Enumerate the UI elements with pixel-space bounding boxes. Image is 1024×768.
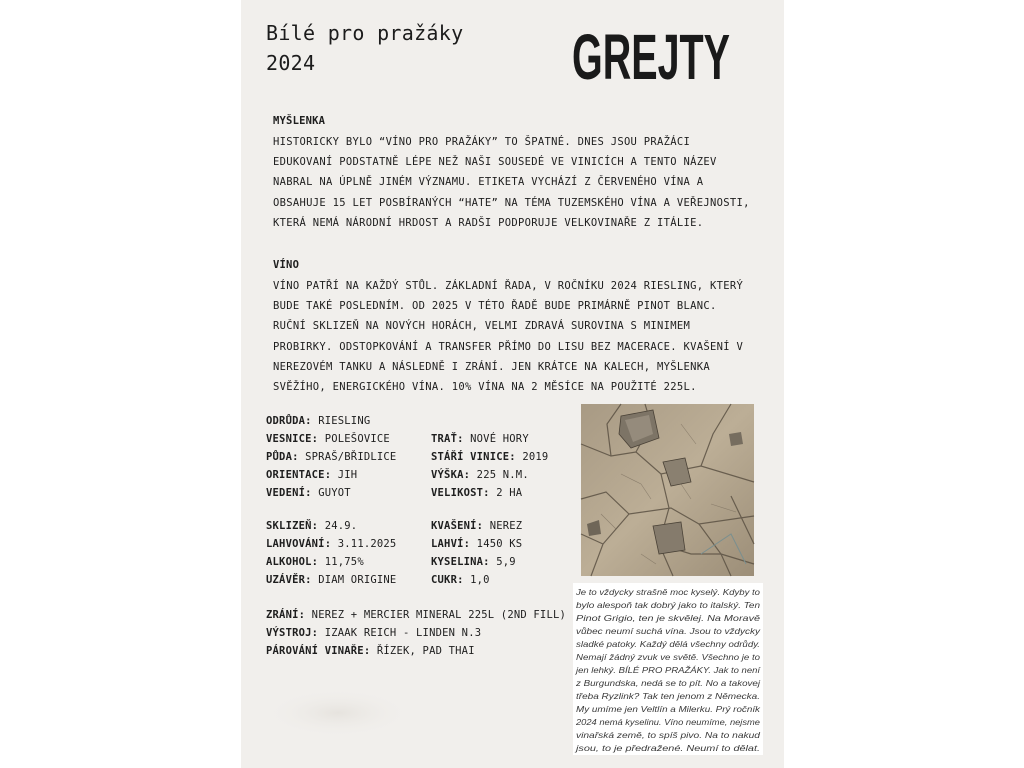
spec-vesnice: VESNICE: POLEŠOVICE (266, 433, 390, 445)
note-line: Pinot Grigio, ten je skvělej. Na Moravě (576, 613, 761, 623)
note-line: 2024 nemá kyselinu. Víno neumíme, nejsme (574, 717, 761, 727)
wine-sheet (241, 0, 784, 768)
spec-zrani: ZRÁNÍ: NEREZ + MERCIER MINERAL 225L (2ND FILL) (266, 609, 567, 621)
handwritten-note (573, 583, 763, 755)
note-line: jen lehký. BÍLÉ PRO PRAŽÁKY. Jak to není (574, 665, 761, 675)
title-line-2: 2024 (266, 51, 316, 75)
spec-vedeni: VEDENÍ: GUYOT (266, 487, 351, 499)
note-line: třeba Ryzlink? Tak ten jenom z Německa. (576, 691, 760, 701)
note-line: sladké patoky. Každý dělá všechny odrůdy. (576, 639, 760, 649)
spec-sklizen: SKLIZEŇ: 24.9. (266, 520, 358, 532)
spec-uzaver: UZÁVĚR: DIAM ORIGINE (266, 574, 397, 586)
spec-stari: STÁŘÍ VINICE: 2019 (431, 451, 549, 463)
spec-kvaseni: KVAŠENÍ: NEREZ (431, 520, 523, 532)
spec-lahvi: LAHVÍ: 1450 KS (431, 538, 523, 550)
brand-logo (571, 18, 731, 93)
spec-kyselina: KYSELINA: 5,9 (431, 556, 516, 568)
spec-parovani: PÁROVÁNÍ VINAŘE: ŘÍZEK, PAD THAI (266, 645, 475, 657)
wine-line: SVĚŽÍHO, ENERGICKÉHO VÍNA. 10% VÍNA NA 2 MĚSÍCE NA POUŽITÉ 225L. (273, 381, 697, 394)
idea-line: OBSAHUJE 15 LET POSBÍRANÝCH “HATE” NA TÉMA TUZEMSKÉHO VÍNA A VEŘEJNOSTI, (273, 196, 750, 209)
spec-cukr: CUKR: 1,0 (431, 574, 490, 586)
wine-line: RUČNÍ SKLIZEŇ NA NOVÝCH HORÁCH, VELMI ZDRAVÁ SUROVINA S MINIMEM (273, 320, 691, 333)
note-line: jsou, to je předražené. Neumí to dělat. (574, 743, 760, 753)
wine-line: NEREZOVÉM TANKU A NÁSLEDNĚ I ZRÁNÍ. JEN KRÁTCE NA KALECH, MYŠLENKA (273, 360, 711, 373)
idea-line: EDUKOVANÍ PODSTATNĚ LÉPE NEŽ NAŠI SOUSEDÉ VE VINICÍCH A TENTO NÁZEV (273, 156, 717, 169)
spec-alkohol: ALKOHOL: 11,75% (266, 556, 364, 568)
page-title (266, 18, 463, 78)
idea-line: NABRAL NA ÚPLNĚ JINÉM VÝZNAMU. ETIKETA VYCHÁZÍ Z ČERVENÉHO VÍNA A (273, 176, 704, 189)
wine-heading: VÍNO (273, 259, 300, 271)
cracked-soil-photo (581, 404, 754, 576)
wine-line: PROBIRKY. ODSTOPKOVÁNÍ A TRANSFER PŘÍMO DO LISU BEZ MACERACE. KVAŠENÍ V (273, 340, 744, 353)
note-line: Je to vždycky strašně moc kyselý. Kdyby to (574, 587, 761, 597)
idea-paragraph (273, 132, 753, 233)
spec-orientace: ORIENTACE: JIH (266, 469, 358, 481)
handwritten-note-text (573, 583, 763, 755)
spec-velikost: VELIKOST: 2 HA (431, 487, 523, 499)
spec-lahvovani: LAHVOVÁNÍ: 3.11.2025 (266, 538, 397, 550)
brand-text: GREJTY (572, 21, 730, 93)
note-line: bylo alespoň tak dobrý jako to italský. Ten (576, 600, 761, 610)
spec-trat: TRAŤ: NOVÉ HORY (431, 433, 529, 445)
spec-vyska: VÝŠKA: 225 N.M. (431, 469, 529, 481)
note-line: vinařská země, to spíš pivo. Na to nakud (576, 730, 761, 740)
idea-line: KTERÁ NEMÁ NÁRODNÍ HRDOST A RADŠI PODPORUJE VELKOVINAŘE Z ITÁLIE. (273, 216, 704, 229)
title-line-1: Bílé pro pražáky (266, 21, 464, 45)
wine-line: VÍNO PATŘÍ NA KAŽDÝ STŮL. ZÁKLADNÍ ŘADA, V ROČNÍKU 2024 RIESLING, KTERÝ (273, 280, 744, 292)
idea-heading: MYŠLENKA (273, 115, 326, 127)
note-line: z Burgundska, nedá se to pít. No a takovej (574, 678, 762, 688)
faded-smudge (263, 688, 413, 738)
spec-vystroj: VÝSTROJ: IZAAK REICH - LINDEN N.3 (266, 627, 482, 639)
note-line: My umíme jen Veltlín a Milerku. Prý ročník (576, 704, 761, 714)
note-line: vůbec neumí suchá vína. Jsou to vždycky (576, 626, 761, 636)
spec-odruda: ODRŮDA: RIESLING (266, 415, 371, 427)
spec-puda: PŮDA: SPRAŠ/BŘIDLICE (266, 451, 397, 463)
note-line: Nemají žádný zvuk ve světě. Všechno je to (576, 652, 761, 662)
idea-line: HISTORICKY BYLO “VÍNO PRO PRAŽÁKY” TO ŠPATNÉ. DNES JSOU PRAŽÁCI (273, 136, 691, 148)
wine-paragraph (273, 276, 753, 397)
wine-line: BUDE TAKÉ POSLEDNÍM. OD 2025 V TÉTO ŘADĚ BUDE PRIMÁRNĚ PINOT BLANC. (273, 300, 717, 313)
